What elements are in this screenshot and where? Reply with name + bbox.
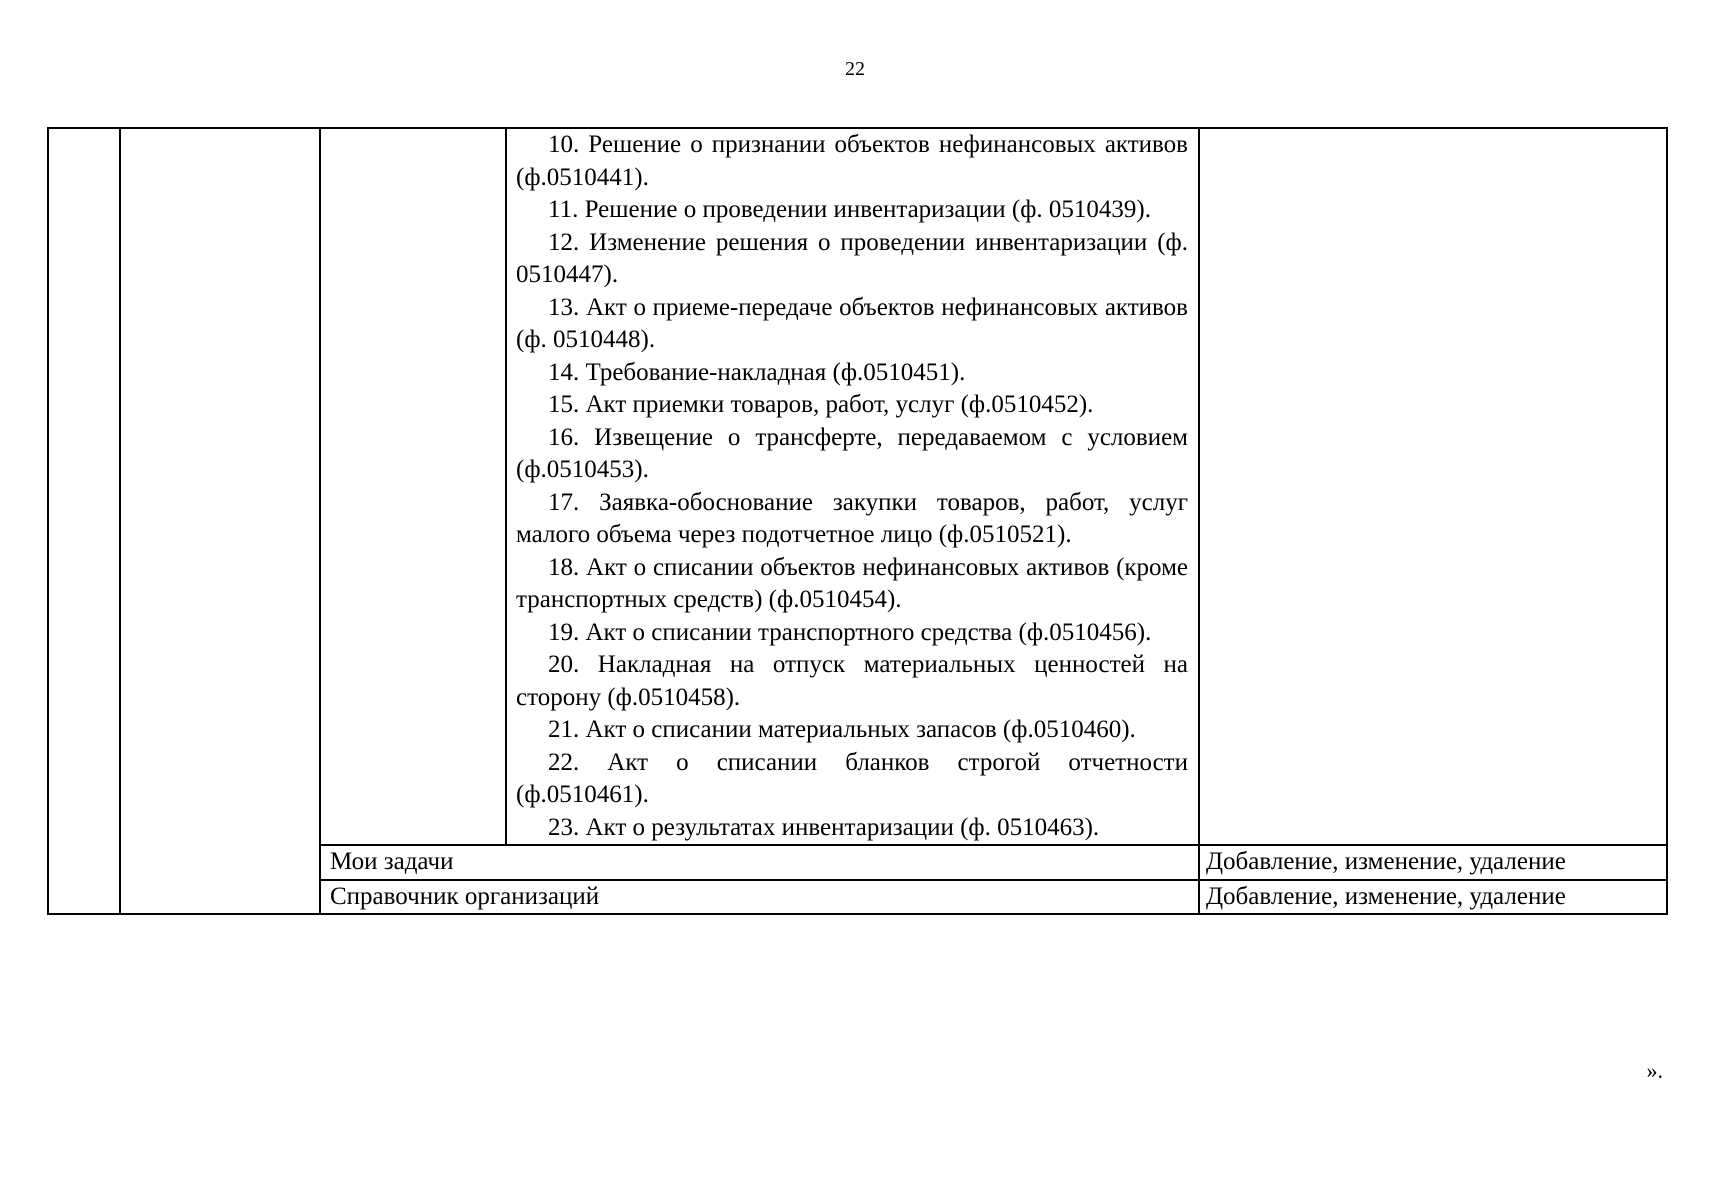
list-item: 18. Акт о списании объектов нефинансовых активов (кроме транспортных средств) (ф.0510454). — [516, 553, 1188, 613]
documents-list-cell — [506, 128, 1199, 845]
list-item: 20. Накладная на отпуск материальных ценностей на сторону (ф.0510458). — [516, 651, 1188, 711]
empty-cell-subsection — [320, 128, 506, 845]
empty-cell-operations — [1199, 128, 1667, 845]
section-name-cell: Мои задачи — [320, 845, 1199, 880]
list-item: 17. Заявка-обоснование закупки товаров, работ, услуг малого объема через подотчетное лицо (ф.0510521). — [516, 488, 1188, 548]
list-item: 12. Изменение решения о проведении инвентаризации (ф. 0510447). — [516, 228, 1188, 288]
list-item: 15. Акт приемки товаров, работ, услуг (ф.0510452). — [548, 391, 1094, 418]
empty-cell-number — [48, 128, 120, 914]
list-item: 13. Акт о приеме-передаче объектов нефинансовых активов (ф. 0510448). — [516, 293, 1188, 353]
list-item: 21. Акт о списании материальных запасов (ф.0510460). — [548, 716, 1136, 743]
documents-list — [516, 129, 1188, 844]
empty-cell-group — [120, 128, 320, 914]
section-name-cell: Справочник организаций — [320, 880, 1199, 915]
list-item: 19. Акт о списании транспортного средства (ф.0510456). — [548, 618, 1152, 646]
list-item: 10. Решение о признании объектов нефинансовых активов (ф.0510441). — [516, 131, 1188, 191]
operations-cell: Добавление, изменение, удаление — [1199, 845, 1667, 880]
operations-cell: Добавление, изменение, удаление — [1199, 880, 1667, 915]
list-item: 22. Акт о списании бланков строгой отчетности (ф.0510461). — [516, 748, 1188, 808]
list-item: 14. Требование-накладная (ф.0510451). — [548, 358, 966, 386]
list-item: 23. Акт о результатах инвентаризации (ф. 0510463). — [548, 813, 1100, 841]
table-row — [48, 128, 1667, 845]
document-table — [47, 127, 1668, 915]
closing-quote-mark: ». — [1646, 1058, 1663, 1083]
list-item: 11. Решение о проведении инвентаризации (ф. 0510439). — [548, 196, 1152, 223]
page-number: 22 — [845, 58, 865, 80]
list-item: 16. Извещение о трансферте, передаваемом с условием (ф.0510453). — [516, 423, 1188, 483]
